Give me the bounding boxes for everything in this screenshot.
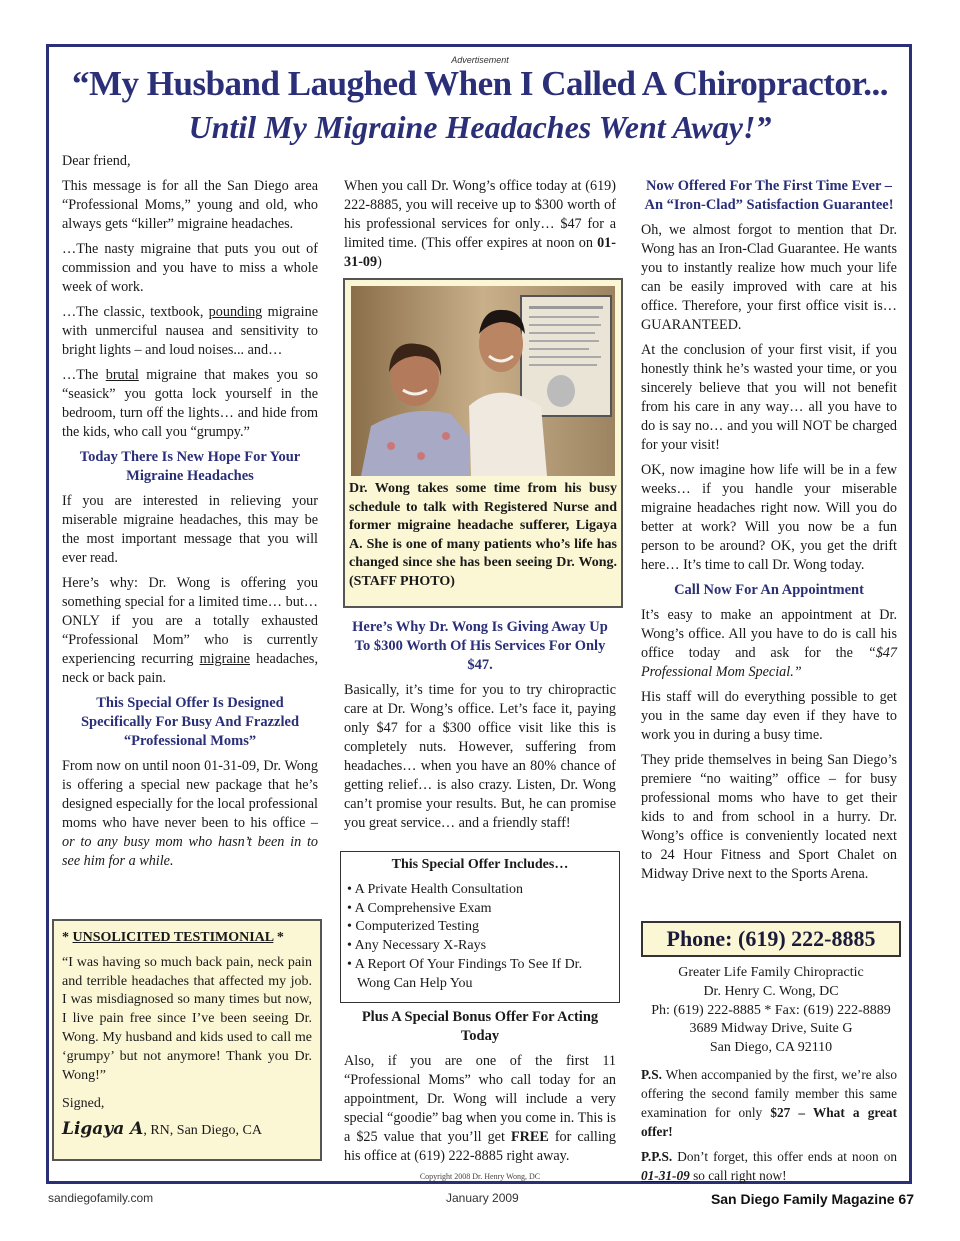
staff-photo-box (343, 278, 623, 608)
section-heading: Plus A Special Bonus Offer For Acting Today (361, 1009, 599, 1044)
photo-caption: Dr. Wong takes some time from his busy schedule to talk with Registered Nurse and former migraine headache sufferer, Ligaya A. She is one of many patients who’s life has changed since she has been seeing Dr. Wong. (STAFF PHOTO) (349, 481, 617, 589)
pps-paragraph: P.P.S. Don’t forget, this offer ends at noon on 01-31-09 so call right now! (641, 1149, 897, 1183)
paragraph: Here’s why: Dr. Wong is offering you something special for a limited time… but… ONLY if you are a totally exhausted “Professional Mom” who is currently experiencing recurring migraine headaches, neck or back pain. (62, 575, 318, 686)
column-middle-lower (344, 618, 616, 839)
address-line: Dr. Henry C. Wong, DC (703, 983, 839, 999)
paragraph: His staff will do everything possible to get you in the same day even if they have to work you in during a busy time. (641, 689, 897, 743)
paragraph: From now on until noon 01-31-09, Dr. Wong is offering a special new package that he’s designed especially for the local professional moms who have never been to his office – or to any busy mom who hasn’t been in to see him for a while. (62, 758, 318, 869)
paragraph: …The brutal migraine that makes you so “seasick” you gotta lock yourself in the bedroom, turn off the lights… and hide from the kids, who call you “grumpy.” (62, 367, 318, 440)
staff-photo (351, 286, 615, 476)
paragraph: Basically, it’s time for you to try chiropractic care at Dr. Wong’s office. Let’s face it, paying only $47 for a $300 office visit like this is completely nuts. However, suffering from headaches… when you have an 80% chance of getting relief… is also crazy. Listen, Dr. Wong can’t promise your results. But, he can promise you great service… and a friendly staff! (344, 682, 616, 831)
greeting: Dear friend, (62, 153, 131, 169)
paragraph: …The nasty migraine that puts you out of commission and you have to miss a whole week of work. (62, 241, 318, 295)
list-item: • A Private Health Consultation (347, 881, 523, 897)
testimonial-box (52, 919, 322, 1161)
section-heading: Now Offered For The First Time Ever – An “Iron-Clad” Satisfaction Guarantee! (644, 178, 894, 213)
offer-box-title: This Special Offer Includes… (391, 857, 569, 872)
list-item: • Any Necessary X-Rays (347, 938, 487, 954)
column-middle (344, 177, 616, 278)
section-heading: Here’s Why Dr. Wong Is Giving Away Up To $300 Worth Of His Services For Only $47. (352, 619, 608, 673)
address-line: Greater Life Family Chiropractic (678, 965, 864, 980)
section-heading: Today There Is New Hope For Your Migraine Headaches (79, 449, 301, 484)
section-heading: Call Now For An Appointment (674, 582, 864, 598)
testimonial-quote: “I was having so much back pain, neck pain and terrible headaches that affected my job. I was misdiagnosed so many times but now, I live pain free since I’ve been seeing Dr. Wong. My husband and kids used to call me ‘grumpy’ but not anymore! Thank you Dr. Wong!” (62, 954, 312, 1083)
list-item: • Computerized Testing (347, 919, 479, 935)
paragraph: Oh, we almost forgot to mention that Dr. Wong has an Iron-Clad Guarantee. He wants you to instantly realize how much your life can be easily improved with care at his office. Therefore, your first office visit is… GUARANTEED. (641, 222, 897, 333)
testimonial-signature: Ligaya A, RN, San Diego, CA (62, 1119, 262, 1140)
paragraph: They pride themselves in being San Diego’s premiere “no waiting” office – for busy professional moms who have to get their kids to and from school in a hurry. Dr. Wong’s office is conveniently located next to 24 Hour Fitness and Sport Chalet on Midway Drive next to the Sports Arena. (641, 752, 897, 882)
footer-website: sandiegofamily.com (48, 1191, 154, 1205)
address-line: Ph: (619) 222-8885 * Fax: (619) 222-8889 (651, 1002, 891, 1018)
offer-list (347, 881, 613, 994)
advertisement-label: Advertisement (451, 55, 509, 65)
ps-paragraph: P.S. When accompanied by the first, we’re also offering the second family member this same examination for only $27 – What a great offer! (641, 1067, 897, 1139)
copyright: Copyright 2008 Dr. Henry Wong, DC (419, 1172, 541, 1181)
paragraph: Also, if you are one of the first 11 “Professional Moms” who call today for an appointment, Dr. Wong will include a very special “goodie” bag when you come in. This is a $25 value that you’ll get FREE for calling his office at (619) 222-8885 right away. (344, 1053, 616, 1164)
clinic-address (641, 964, 901, 1058)
paragraph: At the conclusion of your first visit, if you honestly think he’s wasted your time, or you sincerely believe that you will not benefit from his care in any way… all you have to do is say no… and you will NOT be charged for your visit! (641, 342, 897, 453)
testimonial-signed: Signed, (62, 1096, 105, 1112)
headline: “My Husband Laughed When I Called A Chiropractor... (72, 64, 888, 103)
testimonial-title: * UNSOLICITED TESTIMONIAL * (62, 930, 284, 945)
paragraph: If you are interested in relieving your miserable migraine headaches, this may be the most important message that you will ever read. (62, 493, 318, 566)
footer-date: January 2009 (446, 1191, 519, 1205)
offer-includes-box (340, 851, 620, 1003)
phone-box: Phone: (619) 222-8885 (641, 921, 901, 957)
paragraph: This message is for all the San Diego area “Professional Moms,” young and old, who always gets “killer” migraine headaches. (62, 178, 318, 232)
paragraph: When you call Dr. Wong’s office today at (619) 222-8885, you will receive up to $300 worth of his professional services for only… $47 for a limited time. (This offer expires at noon on 01-31-09) (344, 178, 616, 270)
list-item: • A Report Of Your Findings To See If Dr. Wong Can Help You (347, 956, 583, 991)
subheadline: Until My Migraine Headaches Went Away!” (188, 109, 772, 145)
paragraph: OK, now imagine how life will be in a few weeks… if you handle your miserable migraine headaches right now. Will you do better at work? Will you now be a fun person to be around? OK, you get the drift here… It’s time to call Dr. Wong today. (641, 462, 897, 573)
address-line: 3689 Midway Drive, Suite G (689, 1021, 853, 1037)
paragraph: …The classic, textbook, pounding migraine with unmerciful nausea and sensitivity to bright lights – and loud noises... and… (62, 304, 318, 358)
paragraph: It’s easy to make an appointment at Dr. Wong’s office. All you have to do is call his office today and ask for the “$47 Professional Mom Special.” (641, 607, 897, 680)
column-right (641, 177, 897, 890)
section-heading: This Special Offer Is Designed Specifically For Busy And Frazzled “Professional Moms” (80, 695, 300, 749)
list-item: • A Comprehensive Exam (347, 900, 492, 916)
bonus-offer-section (344, 1008, 616, 1172)
footer-magazine-page: San Diego Family Magazine 67 (710, 1191, 914, 1207)
address-line: San Diego, CA 92110 (709, 1040, 833, 1056)
postscript (641, 1065, 897, 1191)
column-left (62, 152, 318, 877)
